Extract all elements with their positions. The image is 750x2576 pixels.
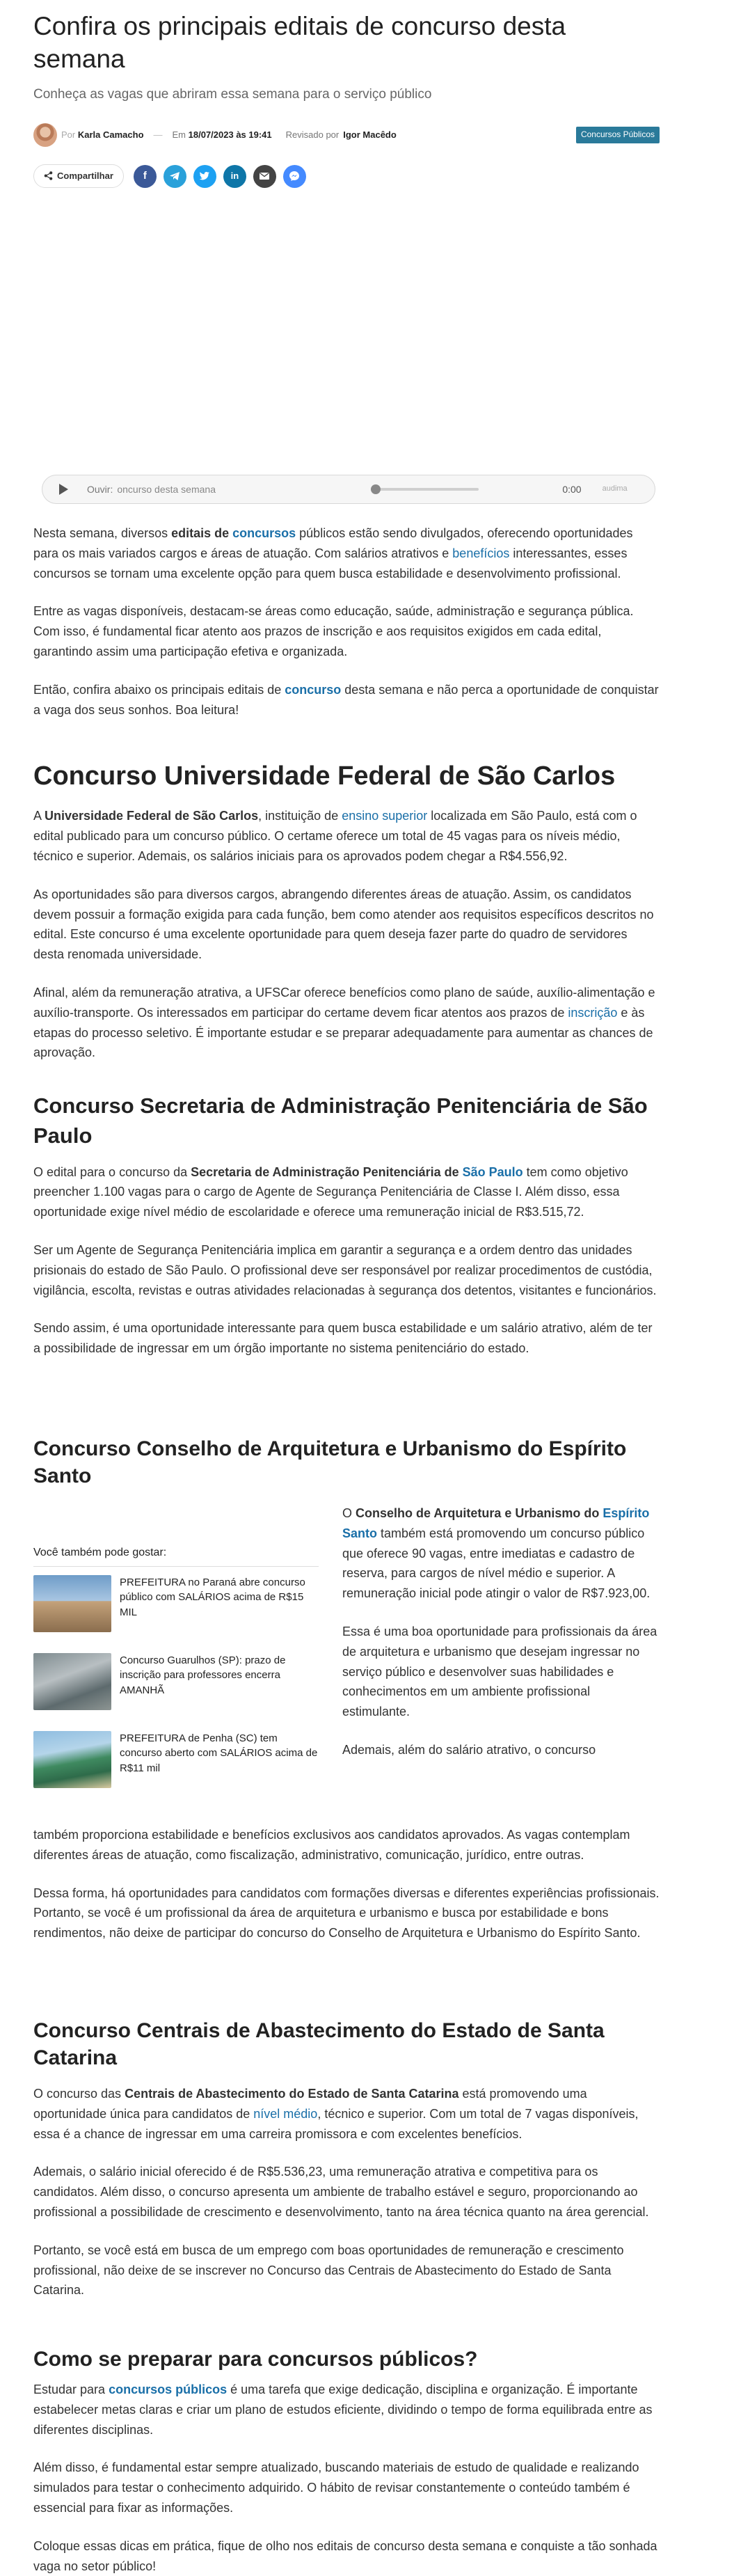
section-title: Concurso Conselho de Arquitetura e Urbanismo do Espírito Santo (33, 1437, 627, 1487)
section-paragraph: Afinal, além da remuneração atrativa, a UFSCar oferece benefícios como plano de saúde, auxílio-alimentação e auxílio-transporte. Os interessados em participar do certame devem ficar atentos aos prazos de inscrição e às etapas do processo seletivo. É importante estudar e se preparar adequadamente para aumentar as chances de aprovação. (33, 985, 655, 1060)
section-paragraph: Ademais, além do salário atrativo, o concurso (342, 1742, 596, 1757)
related-title: Você também pode gostar: (33, 1544, 319, 1567)
share-button[interactable] (33, 164, 124, 189)
section-paragraph: Essa é uma boa oportunidade para profissionais da área de arquitetura e urbanismo que desejam ingressar no serviço público e desenvolver suas habilidades e conhecimentos em um ambiente profissional estimulante. (342, 1624, 657, 1719)
espirito-santo-link[interactable]: Espírito Santo (342, 1506, 650, 1540)
email-icon[interactable] (253, 165, 276, 188)
section-title: Concurso Centrais de Abastecimento do Estado de Santa Catarina (33, 2019, 605, 2069)
section-sap (33, 1091, 660, 1359)
inscricao-link[interactable]: inscrição (568, 1005, 618, 1020)
section-paragraph: Além disso, é fundamental estar sempre atualizado, buscando materiais de estudo de qualidade e realizando simulados para testar o conhecimento adquirido. O hábito de revisar constantemente o conteúdo também é essencial para fixar as informações. (33, 2460, 639, 2515)
related-item[interactable] (33, 1575, 319, 1632)
related-link[interactable]: PREFEITURA no Paraná abre concurso público com SALÁRIOS acima de R$15 MIL (120, 1576, 305, 1619)
messenger-icon[interactable] (283, 165, 306, 188)
author-link[interactable]: Karla Camacho (77, 129, 144, 140)
audio-player (42, 475, 655, 504)
audio-progress-knob[interactable] (371, 484, 381, 494)
reviewer-link[interactable]: Igor Macêdo (343, 129, 397, 140)
play-icon (57, 483, 70, 496)
audio-progress-slider[interactable] (374, 488, 479, 491)
section-title: Concurso Universidade Federal de São Carlos (33, 761, 616, 791)
section-paragraph: Coloque essas dicas em prática, fique de olho nos editais de concurso desta semana e conquiste a tão sonhada vaga no setor público! (33, 2538, 657, 2573)
audio-time: 0:00 (562, 483, 582, 495)
related-thumbnail[interactable] (33, 1575, 111, 1632)
share-icon (44, 171, 53, 180)
section-ufscar (33, 759, 660, 1063)
intro-paragraph-3: Então, confira abaixo os principais editais de concurso desta semana e não perca a oportunidade de conquistar a vaga dos seus sonhos. Boa leitura! (33, 682, 659, 717)
related-item[interactable] (33, 1653, 319, 1710)
related-box (33, 1544, 319, 1809)
article-header (33, 10, 660, 105)
related-link[interactable]: PREFEITURA de Penha (SC) tem concurso aberto com SALÁRIOS acima de R$11 mil (120, 1732, 318, 1775)
section-paragraph: O edital para o concurso da Secretaria de Administração Penitenciária de São Paulo tem como objetivo preencher 1.100 vagas para o cargo de Agente de Segurança Penitenciária de Classe I. Além disso, essa oportunidade exige nível médio de escolaridade e oferece uma remuneração inicial de R$3.515,72. (33, 1164, 628, 1219)
section-paragraph: Ser um Agente de Segurança Penitenciária implica em garantir a segurança e a ordem dentro das unidades prisionais do estado de São Paulo. O profissional deve ser responsável por realizar procedimentos de custódia, vigilância, escolta, revistas e outras atividades relacionadas à segurança dos detentos, visitantes e funcionários. (33, 1242, 657, 1297)
section-paragraph: Dessa forma, há oportunidades para candidatos com formações diversas e diferentes experiências profissionais. Portanto, se você é um profissional da área de arquitetura e urbanismo e busca por estabilidade e bons rendimentos, não deixe de participar do concurso do Conselho de Arquitetura e Urbanismo do Espírito Santo. (33, 1886, 660, 1941)
section-paragraph: Ademais, o salário inicial oferecido é de R$5.536,23, uma remuneração atrativa e competitiva para os candidatos. Além disso, o concurso apresenta um ambiente de trabalho estável e seguro, proporcionando ao profissional a possibilidade de crescimento e desenvolvimento, tanto na área técnica quanto na área gerencial. (33, 2165, 649, 2219)
section-cau-es-body (33, 1825, 660, 1943)
category-badge[interactable]: Concursos Públicos (576, 127, 660, 143)
section-cau-es-header (33, 1435, 660, 1490)
section-paragraph: Portanto, se você está em busca de um emprego com boas oportunidades de remuneração e crescimento profissional, não deixe de se inscrever no Concurso das Centrais de Abastecimento do Estado de Santa Catarina. (33, 2243, 624, 2298)
audio-title: oncurso desta semana (117, 483, 216, 495)
linkedin-icon[interactable]: in (223, 165, 246, 188)
share-bar (33, 160, 660, 192)
concurso-link[interactable]: concurso (285, 682, 342, 697)
article-meta (33, 120, 660, 150)
meta-em: Em (172, 129, 186, 140)
meta-revisado: Revisado por (285, 129, 340, 140)
section-title: Concurso Secretaria de Administração Penitenciária de São Paulo (33, 1093, 648, 1148)
publish-date: 18/07/2023 às 19:41 (188, 129, 272, 140)
telegram-icon[interactable] (163, 165, 186, 188)
page-title: Confira os principais editais de concurso desta semana (33, 12, 566, 74)
twitter-icon[interactable] (193, 165, 216, 188)
page-subtitle: Conheça as vagas que abriram essa semana para o serviço público (33, 86, 432, 102)
related-thumbnail[interactable] (33, 1731, 111, 1788)
section-paragraph: Estudar para concursos públicos é uma tarefa que exige dedicação, disciplina e organização. É importante estabelecer metas claras e criar um plano de estudos eficiente, dividindo o tempo de forma equilibrada entre as diferentes disciplinas. (33, 2383, 653, 2437)
related-thumbnail[interactable] (33, 1653, 111, 1710)
concursos-link[interactable]: concursos (232, 526, 296, 540)
beneficios-link[interactable]: benefícios (452, 546, 510, 560)
intro (33, 523, 660, 720)
share-label: Compartilhar (57, 170, 113, 181)
nivel-medio-link[interactable]: nível médio (253, 2106, 318, 2121)
audio-brand: audima (602, 484, 628, 493)
meta-divider: — (153, 129, 163, 140)
section-como-preparar (33, 2346, 660, 2576)
section-paragraph: Sendo assim, é uma oportunidade interessante para quem busca estabilidade e um salário atrativo, além de ter a possibilidade de ingressar em um órgão importante no sistema penitenciário do estado. (33, 1321, 653, 1356)
section-paragraph: O concurso das Centrais de Abastecimento do Estado de Santa Catarina está promovendo uma oportunidade única para candidatos de nível médio, técnico e superior. Com um total de 7 vagas disponíveis, essa é a chance de ingressar em uma carreira promissora e com excelentes benefícios. (33, 2087, 639, 2141)
section-paragraph: também proporciona estabilidade e benefícios exclusivos aos candidatos aprovados. As vagas contemplam diferentes áreas de atuação, como fiscalização, administrativo, comunicação, jurídico, entre outras. (33, 1828, 630, 1862)
section-paragraph: As oportunidades são para diversos cargos, abrangendo diferentes áreas de atuação. Assim, os candidatos devem possuir a formação exigida para cada função, bem como atender aos requisitos específicos descritos no edital. Este concurso é uma excelente oportunidade para quem deseja fazer parte do quadro de servidores desta renomada universidade. (33, 887, 654, 962)
sao-paulo-link[interactable]: São Paulo (462, 1164, 523, 1179)
play-button[interactable] (49, 475, 77, 503)
ensino-superior-link[interactable]: ensino superior (342, 809, 428, 823)
section-ceasa-sc (33, 2017, 660, 2300)
related-item[interactable] (33, 1731, 319, 1788)
avatar[interactable] (33, 123, 57, 147)
intro-paragraph-2: Entre as vagas disponíveis, destacam-se áreas como educação, saúde, administração e segurança pública. Com isso, é fundamental ficar atento aos prazos de inscrição e aos requisitos exigidos em cada edital, garantindo assim uma participação efetiva e organizada. (33, 604, 634, 658)
related-link[interactable]: Concurso Guarulhos (SP): prazo de inscrição para professores encerra AMANHÃ (120, 1654, 286, 1697)
concursos-publicos-link[interactable]: concursos públicos (109, 2383, 228, 2396)
section-paragraph: A Universidade Federal de São Carlos, instituição de ensino superior localizada em São Paulo, está com o edital publicado para um concurso público. O certame oferece um total de 45 vagas para os níveis médio, técnico e superior. Ademais, os salários iniciais para os aprovados podem chegar a R$4.556,92. (33, 809, 637, 863)
section-cau-es-column (342, 1503, 660, 1760)
meta-por: Por (61, 129, 76, 140)
facebook-icon[interactable]: f (134, 165, 157, 188)
section-title: Como se preparar para concursos públicos? (33, 2348, 478, 2371)
section-paragraph: O Conselho de Arquitetura e Urbanismo do Espírito Santo também está promovendo um concurso público que oferece 90 vagas, entre imediatas e cadastro de reserva, para cargos de nível médio e superior. A remuneração inicial pode atingir o valor de R$7.923,00. (342, 1506, 651, 1601)
intro-paragraph-1: Nesta semana, diversos editais de concursos públicos estão sendo divulgados, oferecendo oportunidades para os mais variados cargos e áreas de atuação. Com salários atrativos e benefícios interessantes, esses concursos se tornam uma excelente opção para quem busca estabilidade e desenvolvimento profissional. (33, 526, 633, 580)
audio-label: Ouvir: (87, 483, 113, 495)
